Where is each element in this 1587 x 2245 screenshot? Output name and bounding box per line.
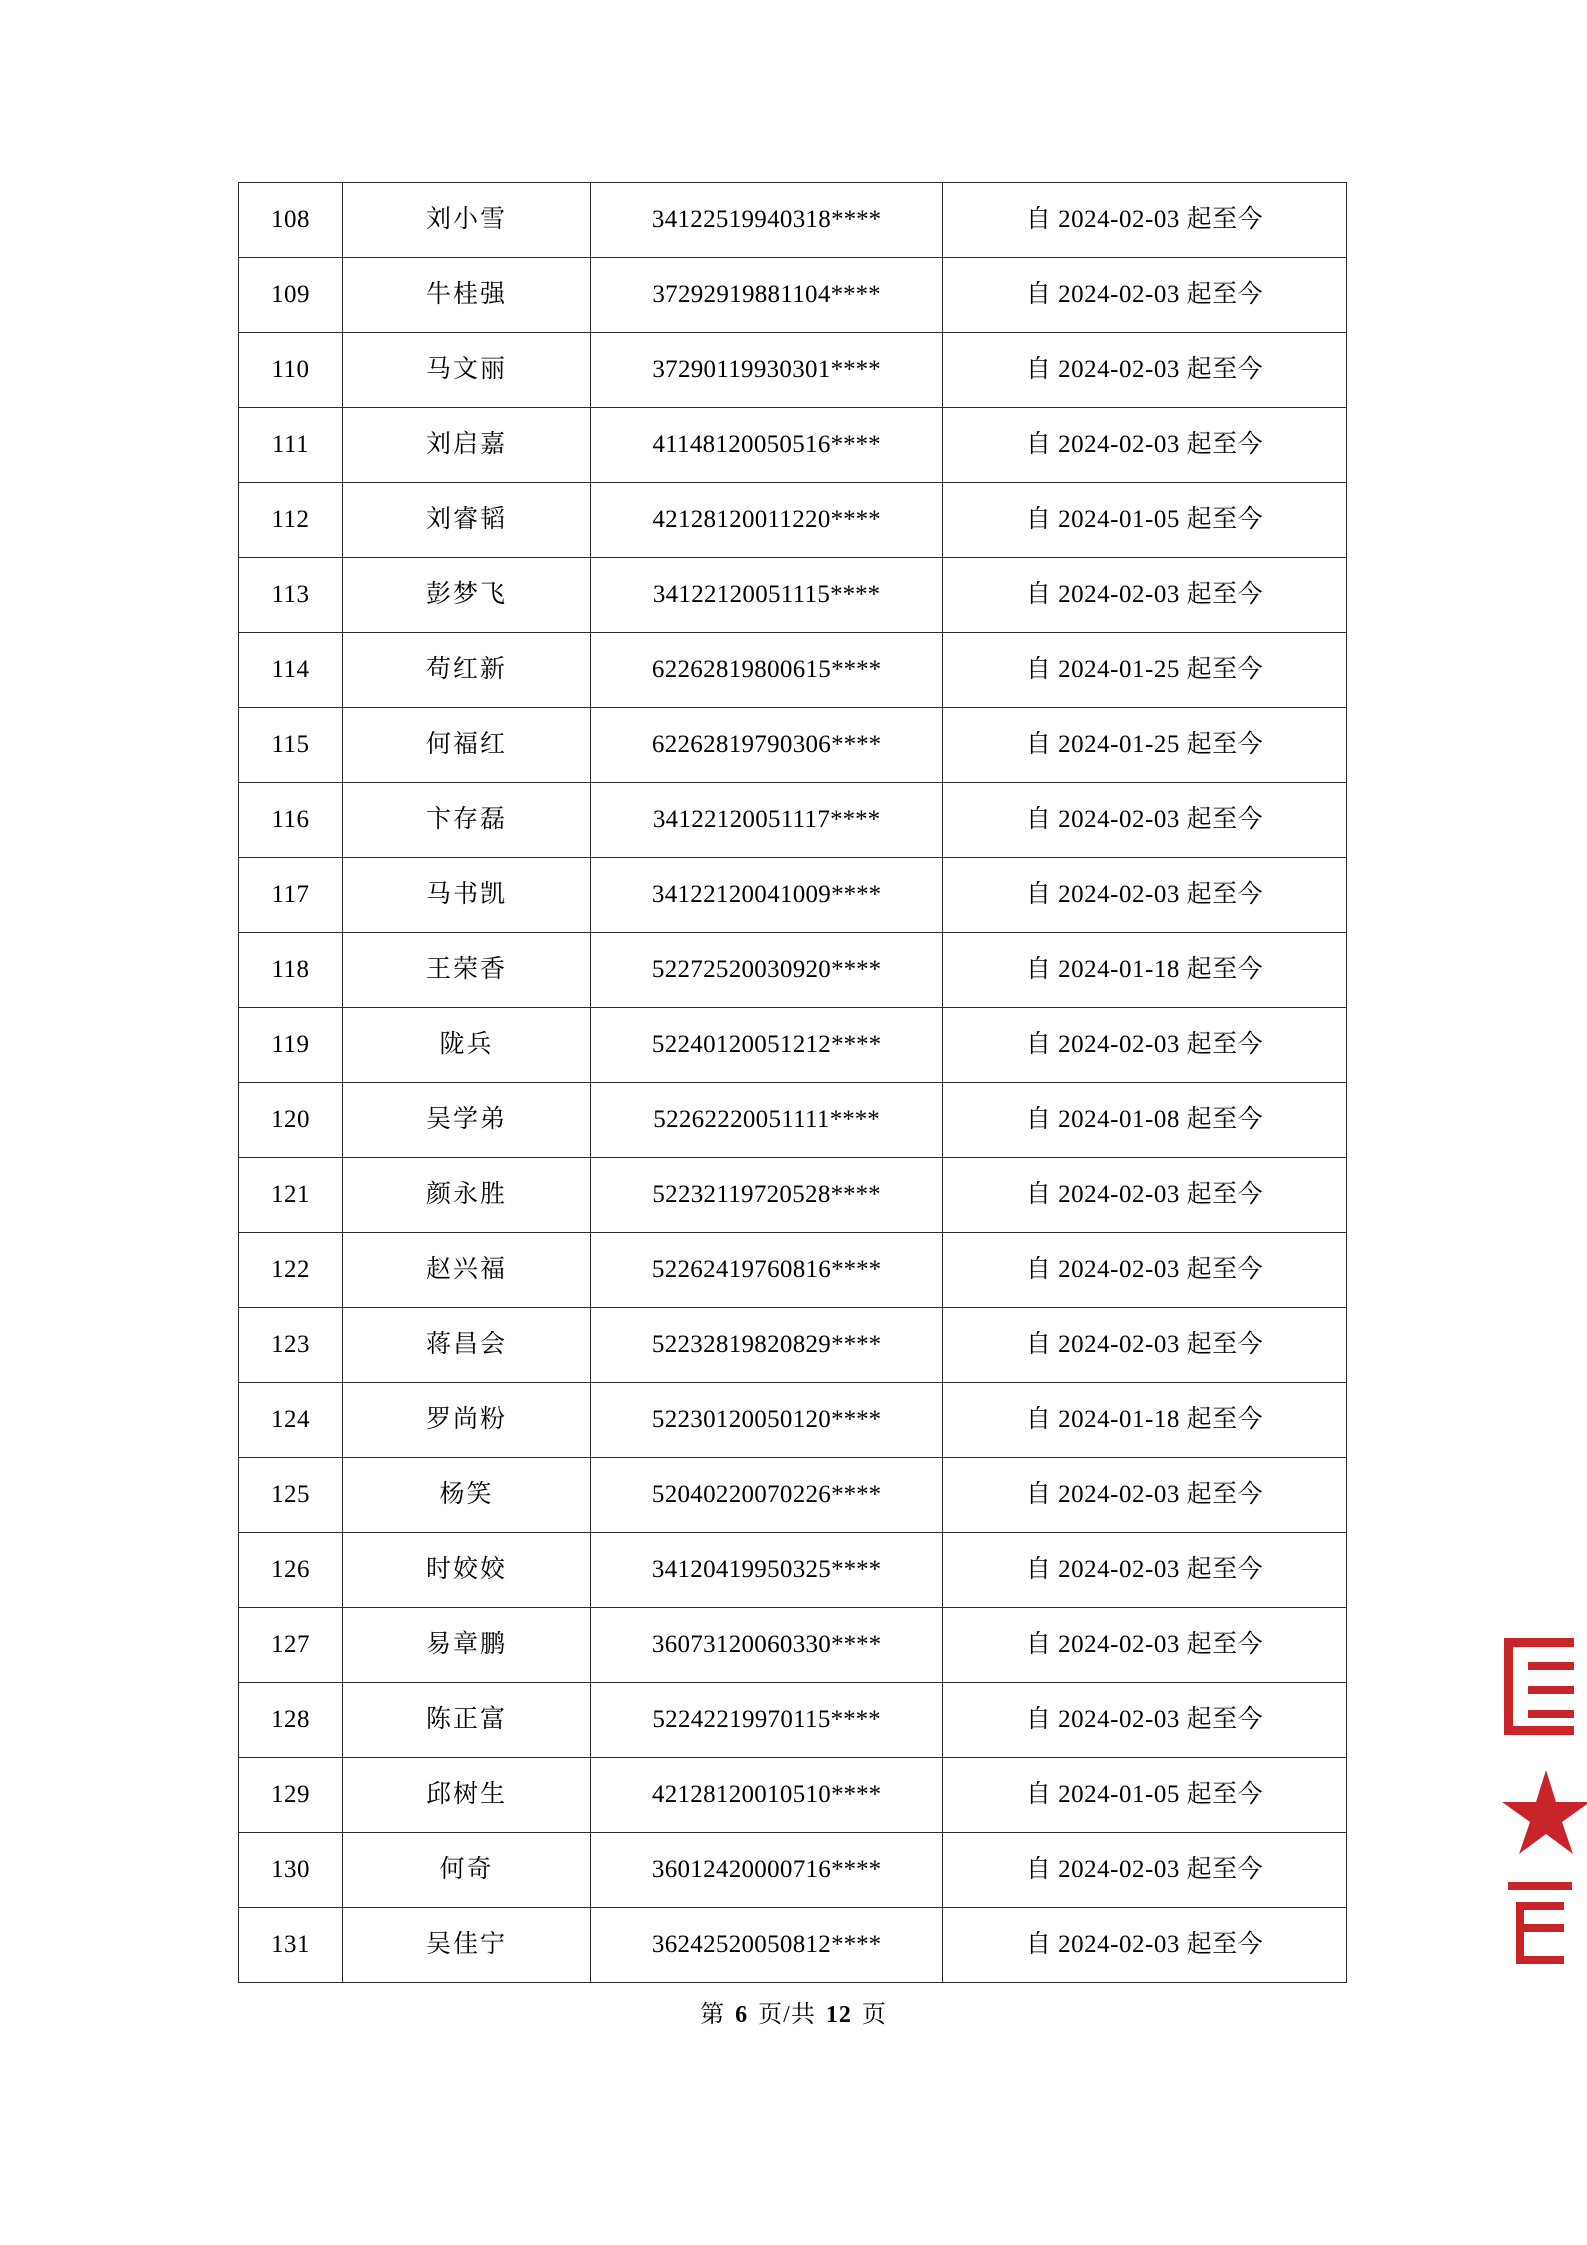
table-row	[239, 1083, 1347, 1158]
footer-current-page: 6	[735, 2002, 749, 2028]
row-date-cell: 自 2024-01-05 起至今	[943, 483, 1347, 558]
footer-suffix: 页	[861, 2002, 887, 2028]
footer-middle: 页/共	[758, 2002, 816, 2028]
row-date-cell: 自 2024-01-05 起至今	[943, 1758, 1347, 1833]
row-date-cell: 自 2024-02-03 起至今	[943, 1683, 1347, 1758]
row-id-mask: ****	[831, 1481, 882, 1509]
row-id-cell	[591, 1233, 943, 1308]
row-date-cell: 自 2024-02-03 起至今	[943, 1008, 1347, 1083]
row-date-cell: 自 2024-02-03 起至今	[943, 1908, 1347, 1983]
row-name-cell: 杨笑	[343, 1458, 591, 1533]
row-index-cell: 131	[239, 1908, 343, 1983]
table-row	[239, 483, 1347, 558]
row-name-cell: 吴佳宁	[343, 1908, 591, 1983]
row-id-mask: ****	[831, 1931, 882, 1959]
row-id-number: 34122120041009	[651, 881, 832, 909]
row-id-cell	[591, 408, 943, 483]
row-id-mask: ****	[829, 1106, 880, 1134]
row-date-cell: 自 2024-01-18 起至今	[943, 1383, 1347, 1458]
row-id-number: 62262819790306	[651, 731, 832, 759]
row-date-cell: 自 2024-02-03 起至今	[943, 258, 1347, 333]
table-row	[239, 1908, 1347, 1983]
table-row	[239, 408, 1347, 483]
table-row	[239, 1458, 1347, 1533]
row-name-cell: 时姣姣	[343, 1533, 591, 1608]
row-id-number: 37292919881104	[652, 281, 831, 309]
row-id-cell	[591, 1683, 943, 1758]
row-id-cell	[591, 333, 943, 408]
row-id-cell	[591, 1608, 943, 1683]
row-date-cell: 自 2024-01-25 起至今	[943, 708, 1347, 783]
row-id-mask: ****	[831, 1256, 882, 1284]
row-id-mask: ****	[831, 881, 882, 909]
row-id-mask: ****	[830, 281, 881, 309]
row-index-cell: 120	[239, 1083, 343, 1158]
row-id-cell	[591, 183, 943, 258]
row-name-cell: 颜永胜	[343, 1158, 591, 1233]
row-date-cell: 自 2024-02-03 起至今	[943, 558, 1347, 633]
row-id-number: 52232119720528	[652, 1181, 831, 1209]
row-id-number: 52272520030920	[651, 956, 832, 984]
row-id-mask: ****	[831, 1406, 882, 1434]
row-id-cell	[591, 483, 943, 558]
row-name-cell: 彭梦飞	[343, 558, 591, 633]
table-row	[239, 1233, 1347, 1308]
row-index-cell: 112	[239, 483, 343, 558]
row-name-cell: 何奇	[343, 1833, 591, 1908]
row-id-number: 52262419760816	[651, 1256, 832, 1284]
table-row	[239, 1683, 1347, 1758]
row-index-cell: 123	[239, 1308, 343, 1383]
row-date-cell: 自 2024-01-08 起至今	[943, 1083, 1347, 1158]
row-index-cell: 115	[239, 708, 343, 783]
row-name-cell: 刘小雪	[343, 183, 591, 258]
row-date-cell: 自 2024-02-03 起至今	[943, 858, 1347, 933]
row-index-cell: 109	[239, 258, 343, 333]
row-id-number: 52262220051111	[653, 1106, 830, 1134]
row-name-cell: 罗尚粉	[343, 1383, 591, 1458]
row-id-mask: ****	[831, 1781, 882, 1809]
table-row	[239, 1758, 1347, 1833]
row-index-cell: 118	[239, 933, 343, 1008]
row-id-cell	[591, 858, 943, 933]
table-row	[239, 1533, 1347, 1608]
table-row	[239, 1158, 1347, 1233]
row-id-mask: ****	[831, 1031, 882, 1059]
page-footer	[0, 1994, 1587, 2029]
row-id-cell	[591, 558, 943, 633]
row-index-cell: 127	[239, 1608, 343, 1683]
row-id-cell	[591, 1308, 943, 1383]
row-id-cell	[591, 258, 943, 333]
row-id-number: 62262819800615	[651, 656, 832, 684]
footer-total-pages: 12	[825, 2002, 852, 2028]
row-name-cell: 吴学弟	[343, 1083, 591, 1158]
row-id-number: 37290119930301	[652, 356, 831, 384]
row-date-cell: 自 2024-02-03 起至今	[943, 408, 1347, 483]
roster-table	[238, 182, 1347, 1983]
table-row	[239, 558, 1347, 633]
row-id-cell	[591, 1083, 943, 1158]
row-index-cell: 124	[239, 1383, 343, 1458]
row-id-mask: ****	[831, 1856, 882, 1884]
table-row	[239, 933, 1347, 1008]
row-date-cell: 自 2024-02-03 起至今	[943, 783, 1347, 858]
row-date-cell: 自 2024-02-03 起至今	[943, 1308, 1347, 1383]
row-id-mask: ****	[830, 356, 881, 384]
row-name-cell: 牛桂强	[343, 258, 591, 333]
row-id-cell	[591, 633, 943, 708]
row-id-number: 34120419950325	[651, 1556, 832, 1584]
row-name-cell: 苟红新	[343, 633, 591, 708]
row-id-mask: ****	[830, 431, 881, 459]
table-row	[239, 333, 1347, 408]
row-id-number: 41148120050516	[652, 431, 831, 459]
row-id-cell	[591, 1383, 943, 1458]
table-row	[239, 1308, 1347, 1383]
row-id-mask: ****	[830, 506, 881, 534]
row-index-cell: 119	[239, 1008, 343, 1083]
row-index-cell: 121	[239, 1158, 343, 1233]
row-name-cell: 马书凯	[343, 858, 591, 933]
row-id-number: 34122120051115	[652, 581, 831, 609]
roster-table-container	[238, 182, 1346, 1983]
row-index-cell: 110	[239, 333, 343, 408]
row-index-cell: 125	[239, 1458, 343, 1533]
row-index-cell: 108	[239, 183, 343, 258]
table-row	[239, 258, 1347, 333]
row-id-cell	[591, 1908, 943, 1983]
row-id-mask: ****	[831, 956, 882, 984]
row-date-cell: 自 2024-02-03 起至今	[943, 1458, 1347, 1533]
row-date-cell: 自 2024-02-03 起至今	[943, 1608, 1347, 1683]
row-date-cell: 自 2024-02-03 起至今	[943, 1533, 1347, 1608]
row-id-cell	[591, 1008, 943, 1083]
row-name-cell: 邱树生	[343, 1758, 591, 1833]
row-name-cell: 何福红	[343, 708, 591, 783]
row-name-cell: 刘睿韬	[343, 483, 591, 558]
table-row	[239, 708, 1347, 783]
row-id-number: 52040220070226	[651, 1481, 832, 1509]
row-id-number: 52240120051212	[651, 1031, 832, 1059]
row-id-number: 52232819820829	[651, 1331, 832, 1359]
row-index-cell: 126	[239, 1533, 343, 1608]
row-id-number: 52230120050120	[651, 1406, 832, 1434]
row-date-cell: 自 2024-01-25 起至今	[943, 633, 1347, 708]
red-seal-stamp	[1498, 1620, 1587, 1980]
row-date-cell: 自 2024-02-03 起至今	[943, 183, 1347, 258]
table-row	[239, 1608, 1347, 1683]
row-id-cell	[591, 708, 943, 783]
row-id-mask: ****	[831, 1631, 882, 1659]
row-id-number: 36012420000716	[651, 1856, 832, 1884]
row-id-mask: ****	[831, 206, 882, 234]
row-index-cell: 114	[239, 633, 343, 708]
row-id-mask: ****	[830, 806, 881, 834]
table-row	[239, 858, 1347, 933]
row-index-cell: 111	[239, 408, 343, 483]
row-name-cell: 赵兴福	[343, 1233, 591, 1308]
row-id-number: 42128120010510	[651, 1781, 832, 1809]
row-id-cell	[591, 1833, 943, 1908]
row-id-mask: ****	[830, 1181, 881, 1209]
table-row	[239, 1383, 1347, 1458]
row-id-number: 52242219970115	[652, 1706, 831, 1734]
row-id-number: 42128120011220	[652, 506, 831, 534]
table-row	[239, 783, 1347, 858]
row-id-cell	[591, 1158, 943, 1233]
row-index-cell: 116	[239, 783, 343, 858]
row-id-mask: ****	[831, 656, 882, 684]
row-id-mask: ****	[830, 581, 881, 609]
row-name-cell: 易章鹏	[343, 1608, 591, 1683]
row-id-mask: ****	[830, 1706, 881, 1734]
row-name-cell: 马文丽	[343, 333, 591, 408]
row-id-cell	[591, 1533, 943, 1608]
row-name-cell: 卞存磊	[343, 783, 591, 858]
row-index-cell: 129	[239, 1758, 343, 1833]
row-index-cell: 122	[239, 1233, 343, 1308]
table-row	[239, 183, 1347, 258]
row-index-cell: 113	[239, 558, 343, 633]
row-name-cell: 刘启嘉	[343, 408, 591, 483]
footer-prefix: 第	[700, 2002, 726, 2028]
row-index-cell: 130	[239, 1833, 343, 1908]
row-id-number: 36242520050812	[651, 1931, 832, 1959]
row-id-number: 34122519940318	[651, 206, 832, 234]
row-id-cell	[591, 1458, 943, 1533]
row-date-cell: 自 2024-01-18 起至今	[943, 933, 1347, 1008]
row-index-cell: 117	[239, 858, 343, 933]
table-row	[239, 1833, 1347, 1908]
row-name-cell: 王荣香	[343, 933, 591, 1008]
row-id-number: 36073120060330	[651, 1631, 832, 1659]
row-date-cell: 自 2024-02-03 起至今	[943, 1233, 1347, 1308]
row-name-cell: 陇兵	[343, 1008, 591, 1083]
row-date-cell: 自 2024-02-03 起至今	[943, 333, 1347, 408]
row-id-cell	[591, 1758, 943, 1833]
row-id-cell	[591, 783, 943, 858]
row-index-cell: 128	[239, 1683, 343, 1758]
row-id-mask: ****	[831, 1331, 882, 1359]
row-id-mask: ****	[831, 1556, 882, 1584]
row-id-cell	[591, 933, 943, 1008]
row-name-cell: 蒋昌会	[343, 1308, 591, 1383]
table-row	[239, 633, 1347, 708]
table-row	[239, 1008, 1347, 1083]
row-date-cell: 自 2024-02-03 起至今	[943, 1158, 1347, 1233]
row-id-mask: ****	[831, 731, 882, 759]
row-id-number: 34122120051117	[652, 806, 831, 834]
row-date-cell: 自 2024-02-03 起至今	[943, 1833, 1347, 1908]
row-name-cell: 陈正富	[343, 1683, 591, 1758]
